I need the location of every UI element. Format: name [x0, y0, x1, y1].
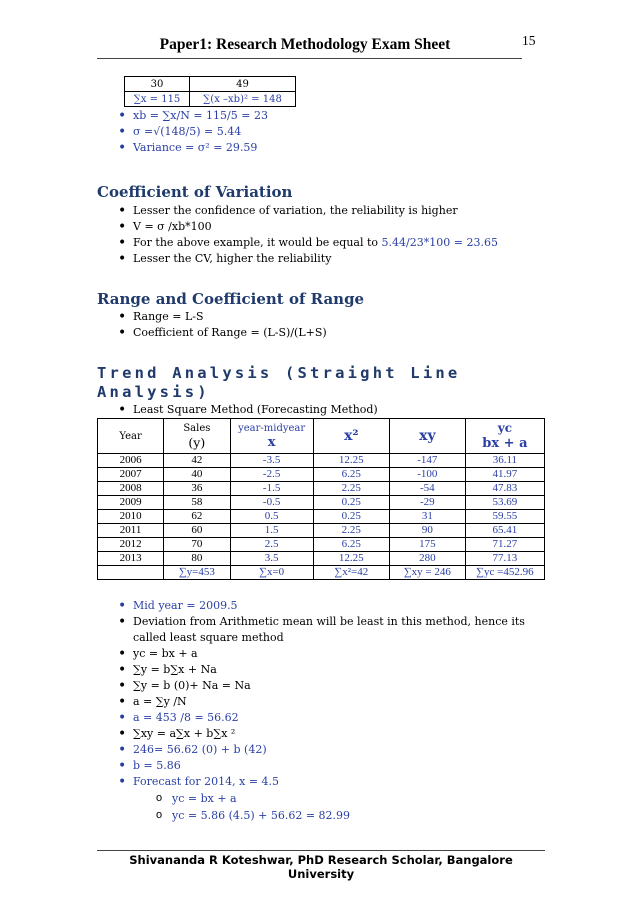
page-footer: Shivananda R Koteshwar, PhD Research Scholar, Bangalore University — [129, 853, 513, 881]
table-cell: 2011 — [98, 524, 164, 538]
table-cell: 65.41 — [465, 524, 544, 538]
list-item — [118, 678, 525, 694]
x-header-top: year-midyear — [238, 422, 306, 434]
footer-rule — [97, 850, 545, 851]
table-cell: 31 — [389, 510, 465, 524]
table-cell: 60 — [164, 524, 230, 538]
table-cell: -1.5 — [230, 482, 313, 496]
list-item — [118, 742, 525, 758]
table-cell: 41.97 — [465, 468, 544, 482]
table-row — [98, 468, 545, 482]
list-item-text: ∑y = b∑x + Na — [133, 663, 217, 676]
x-header-bottom: x — [267, 434, 276, 450]
table-cell: 280 — [389, 552, 465, 566]
list-item: • Coefficient of Range = (L-S)/(L+S) — [118, 325, 327, 341]
list-item — [118, 710, 525, 726]
table-cell: -100 — [389, 468, 465, 482]
table-cell: 47.83 — [465, 482, 544, 496]
table-row — [98, 482, 545, 496]
list-item: • Variance = σ² = 29.59 — [118, 140, 268, 156]
table-cell: 30 — [125, 77, 190, 92]
column-header-x — [230, 419, 313, 454]
table-row — [125, 92, 296, 107]
table-cell: 42 — [164, 454, 230, 468]
list-item-text: 246= 56.62 (0) + b (42) — [133, 743, 267, 756]
table-cell: 3.5 — [230, 552, 313, 566]
table-cell: 12.25 — [313, 552, 389, 566]
page-number: 15 — [522, 33, 536, 48]
sub-list-item: o yc = bx + a — [156, 790, 525, 807]
table-cell: ∑(x –xb)² = 148 — [190, 92, 296, 107]
table-cell: 6.25 — [313, 468, 389, 482]
column-header-xy: xy — [389, 419, 465, 454]
table-cell: 2013 — [98, 552, 164, 566]
table-row — [98, 552, 545, 566]
table-cell: -0.5 — [230, 496, 313, 510]
method-bullet-list — [118, 402, 378, 418]
list-item-text: Forecast for 2014, x = 4.5 — [133, 775, 280, 788]
table-cell: -147 — [389, 454, 465, 468]
list-item-text: a = 453 /8 = 56.62 — [133, 711, 239, 724]
column-header-x2: x² — [313, 419, 389, 454]
table-cell — [98, 566, 164, 580]
column-header-year: Year — [98, 419, 164, 454]
trend-table — [97, 418, 545, 580]
trend-heading-line2: Analysis) — [97, 383, 210, 401]
list-item — [118, 758, 525, 774]
table-header-row — [98, 419, 545, 454]
table-cell: 70 — [164, 538, 230, 552]
cv-bullet-list — [118, 203, 498, 267]
table-cell: 49 — [190, 77, 296, 92]
table-cell: 77.13 — [465, 552, 544, 566]
table-row — [98, 510, 545, 524]
table-cell: -54 — [389, 482, 465, 496]
summary-table — [124, 76, 296, 107]
list-item: • xb = ∑x/N = 115/5 = 23 — [118, 108, 268, 124]
list-item-text: yc = bx + a — [133, 647, 198, 660]
column-header-yc — [465, 419, 544, 454]
table-cell: ∑x²=42 — [313, 566, 389, 580]
list-item-text: Mid year = 2009.5 — [133, 599, 238, 612]
list-item — [118, 598, 525, 614]
table-cell: 2.5 — [230, 538, 313, 552]
table-cell: 6.25 — [313, 538, 389, 552]
table-cell: 2009 — [98, 496, 164, 510]
table-cell: 2.25 — [313, 482, 389, 496]
cv-example-value: 5.44/23*100 = 23.65 — [381, 236, 498, 249]
table-cell: 2007 — [98, 468, 164, 482]
table-totals-row — [98, 566, 545, 580]
table-cell: ∑y=453 — [164, 566, 230, 580]
table-cell: ∑x = 115 — [125, 92, 190, 107]
list-item-text: a = ∑y /N — [133, 695, 187, 708]
section-heading-trend — [97, 364, 460, 402]
column-header-sales — [164, 419, 230, 454]
cv-example-prefix: For the above example, it would be equal to — [133, 236, 382, 249]
section-heading-range: Range and Coefficient of Range — [97, 290, 365, 308]
table-cell: 2012 — [98, 538, 164, 552]
trend-heading-line1: Trend Analysis (Straight Line — [97, 364, 461, 382]
list-item — [118, 694, 525, 710]
trend-table-body — [98, 454, 545, 566]
table-cell: 36 — [164, 482, 230, 496]
table-cell: ∑x=0 — [230, 566, 313, 580]
section-heading-cv: Coefficient of Variation — [97, 183, 293, 201]
stats-bullet-list — [118, 108, 268, 156]
list-item — [118, 235, 498, 251]
list-item: • Lesser the CV, higher the reliability — [118, 251, 498, 267]
list-item: • Least Square Method (Forecasting Method) — [118, 402, 378, 418]
table-cell: 0.25 — [313, 496, 389, 510]
table-cell: 36.11 — [465, 454, 544, 468]
list-item-text: ∑xy = a∑x + b∑x ² — [133, 727, 236, 740]
table-row — [98, 454, 545, 468]
sales-header-bottom: (y) — [188, 434, 206, 450]
list-item — [118, 726, 525, 742]
table-cell: 80 — [164, 552, 230, 566]
table-cell: 53.69 — [465, 496, 544, 510]
table-cell: 62 — [164, 510, 230, 524]
table-row — [98, 524, 545, 538]
table-cell: 0.5 — [230, 510, 313, 524]
list-item-text: b = 5.86 — [133, 759, 181, 772]
table-cell: 12.25 — [313, 454, 389, 468]
list-item — [118, 646, 525, 662]
table-cell: 40 — [164, 468, 230, 482]
range-bullet-list — [118, 309, 327, 341]
list-item: • σ =√(148/5) = 5.44 — [118, 124, 268, 140]
table-cell: 71.27 — [465, 538, 544, 552]
list-item — [118, 774, 525, 790]
table-cell: 2008 — [98, 482, 164, 496]
table-cell: ∑yc =452.96 — [465, 566, 544, 580]
forecast-sub-list — [156, 790, 525, 824]
list-item — [118, 662, 525, 678]
table-cell: 2006 — [98, 454, 164, 468]
table-cell: 90 — [389, 524, 465, 538]
list-item: • Lesser the confidence of variation, the reliability is higher — [118, 203, 498, 219]
list-item — [118, 614, 525, 646]
header-rule — [97, 58, 522, 59]
sub-list-item: o yc = 5.86 (4.5) + 56.62 = 82.99 — [156, 807, 525, 824]
table-row — [98, 538, 545, 552]
yc-header-bottom: bx + a — [482, 435, 528, 451]
table-cell: 175 — [389, 538, 465, 552]
table-cell: -29 — [389, 496, 465, 510]
list-item-text: ∑y = b (0)+ Na = Na — [133, 679, 251, 692]
table-cell: 2010 — [98, 510, 164, 524]
table-row — [98, 496, 545, 510]
list-item: • V = σ /xb*100 — [118, 219, 498, 235]
list-item: • Range = L-S — [118, 309, 327, 325]
table-cell: -3.5 — [230, 454, 313, 468]
list-item-continuation: called least square method — [133, 631, 284, 644]
table-cell: 58 — [164, 496, 230, 510]
page-header-title: Paper1: Research Methodology Exam Sheet — [159, 36, 451, 53]
table-cell: ∑xy = 246 — [389, 566, 465, 580]
table-row — [125, 77, 296, 92]
table-cell: -2.5 — [230, 468, 313, 482]
derivation-bullet-list — [118, 598, 525, 824]
table-cell: 2.25 — [313, 524, 389, 538]
list-item-text: Deviation from Arithmetic mean will be least in this method, hence its — [133, 615, 525, 628]
table-cell: 1.5 — [230, 524, 313, 538]
sales-header-top: Sales — [183, 422, 211, 434]
yc-header-top: yc — [497, 420, 513, 435]
table-cell: 59.55 — [465, 510, 544, 524]
table-cell: 0.25 — [313, 510, 389, 524]
